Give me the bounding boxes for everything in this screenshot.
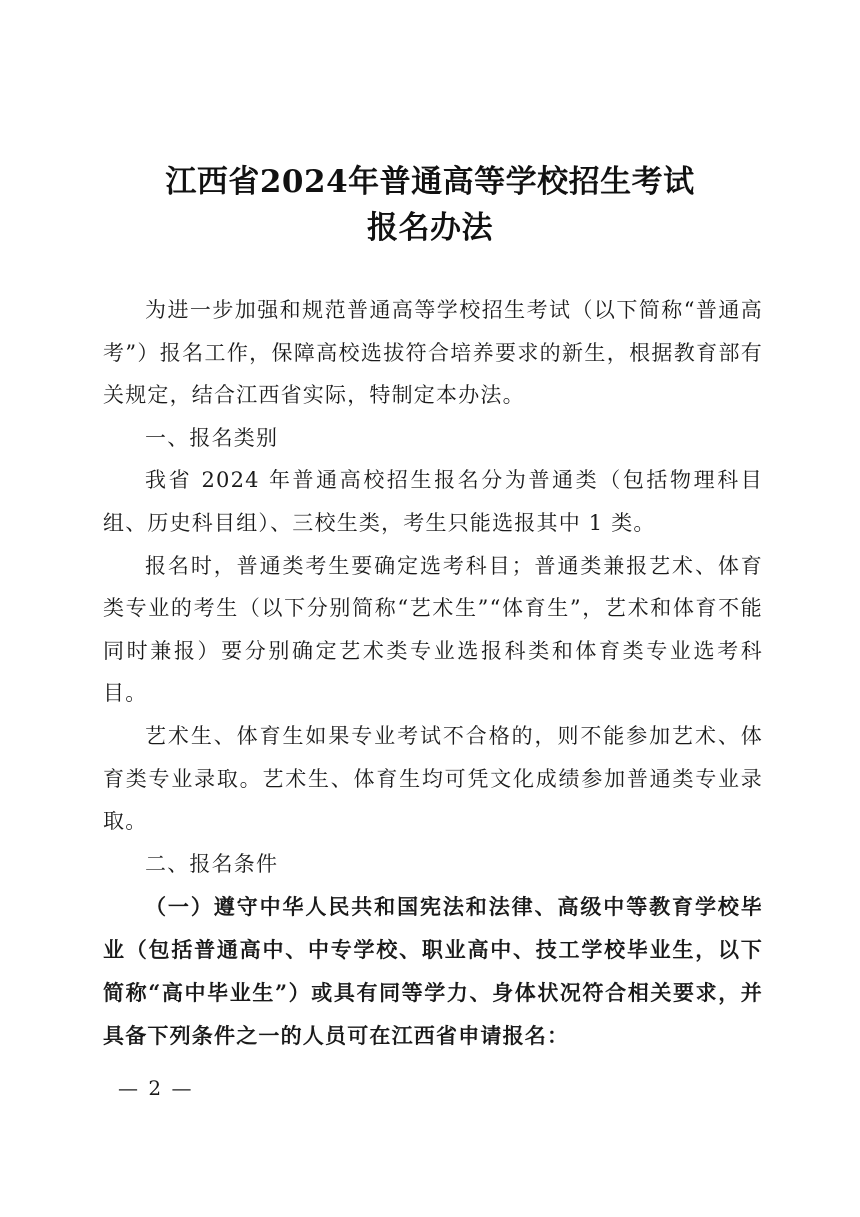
intro-paragraph: 为进一步加强和规范普通高等学校招生考试（以下简称“普通高考”）报名工作，保障高校选拔符合培养要求的新生，根据教育部有关规定，结合江西省实际，特制定本办法。	[103, 298, 763, 408]
categories-paragraph-1: 我省 2024 年普通高校招生报名分为普通类（包括物理科目组、历史科目组）、三校生类，考生只能选报其中 1 类。	[103, 468, 763, 535]
document-title-line1: 江西省2024年普通高等学校招生考试	[165, 164, 695, 200]
document-title-line2: 报名办法	[367, 210, 493, 246]
section-heading-categories: 一、报名类别	[145, 425, 279, 450]
page-number: — 2 —	[118, 1076, 194, 1100]
section-heading-conditions: 二、报名条件	[145, 851, 279, 876]
categories-paragraph-2: 报名时，普通类考生要确定选考科目；普通类兼报艺术、体育类专业的考生（以下分别简称“艺术生”“体育生”，艺术和体育不能同时兼报）要分别确定艺术类专业选报科类和体育类专业选考科目。	[103, 553, 763, 706]
document-body	[103, 289, 763, 1057]
categories-paragraph-3: 艺术生、体育生如果专业考试不合格的，则不能参加艺术、体育类专业录取。艺术生、体育生均可凭文化成绩参加普通类专业录取。	[103, 723, 763, 834]
conditions-item-1: （一）遵守中华人民共和国宪法和法律、高级中等教育学校毕业（包括普通高中、中专学校、职业高中、技工学校毕业生，以下简称“高中毕业生”）或具有同等学力、身体状况符合相关要求，并具备下列条件之一的人员可在江西省申请报名：	[103, 894, 763, 1049]
